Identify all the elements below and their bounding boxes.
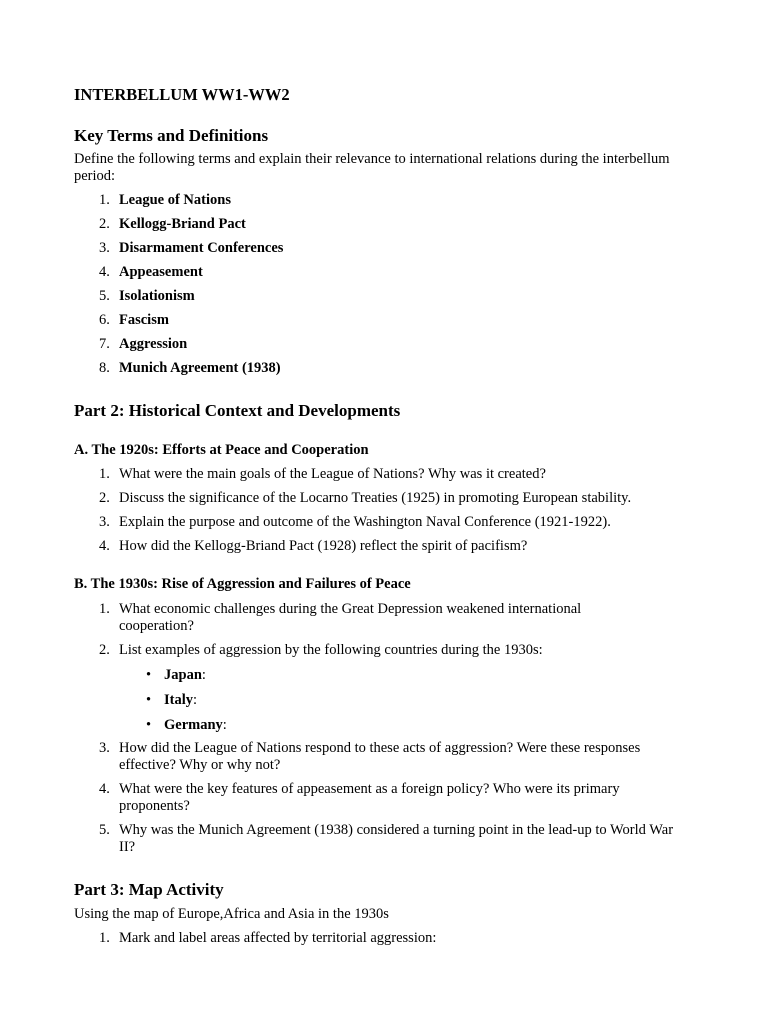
country-item: • Japan: <box>146 667 206 683</box>
list-item: 5. Isolationism <box>99 288 195 304</box>
list-item: 1. What economic challenges during the Great Depression weakened international cooperation? <box>99 601 582 634</box>
countries-list <box>74 667 714 734</box>
list-item: 6. Fascism <box>99 312 169 328</box>
list-item: 3. Explain the purpose and outcome of the Washington Naval Conference (1921-1922). <box>99 514 611 530</box>
section-heading-part-3: Part 3: Map Activity <box>74 880 224 899</box>
list-item: 2. Discuss the significance of the Locarno Treaties (1925) in promoting European stability. <box>99 490 632 506</box>
list-item: 5. Why was the Munich Agreement (1938) considered a turning point in the lead-up to World War II? <box>99 822 674 855</box>
section-heading-key-terms: Key Terms and Definitions <box>74 126 269 145</box>
list-item: 4. What were the key features of appeasement as a foreign policy? Who were its primary proponents? <box>99 781 620 814</box>
list-item: 2. List examples of aggression by the following countries during the 1930s: • Japan: • Italy: • Germany: <box>74 642 714 734</box>
list-item: 3. How did the League of Nations respond to these acts of aggression? Were these responses effective? Why or why not? <box>99 740 641 773</box>
list-item: 1. League of Nations <box>99 192 231 208</box>
country-item: • Germany: <box>146 717 227 733</box>
subheading-1920s: A. The 1920s: Efforts at Peace and Cooperation <box>74 442 369 458</box>
country-item: • Italy: <box>146 692 198 708</box>
questions-1920s-list <box>74 466 714 555</box>
document-title: INTERBELLUM WW1-WW2 <box>74 85 290 104</box>
key-terms-list <box>74 192 714 377</box>
subheading-1930s: B. The 1930s: Rise of Aggression and Failures of Peace <box>74 576 411 592</box>
list-item: 1. Mark and label areas affected by territorial aggression: <box>99 930 437 946</box>
key-terms-intro: Define the following terms and explain their relevance to international relations during the interbellum period: <box>74 151 670 184</box>
map-activity-intro: Using the map of Europe,Africa and Asia in the 1930s <box>74 906 389 922</box>
list-item: 3. Disarmament Conferences <box>99 240 284 256</box>
list-item: 2. Kellogg-Briand Pact <box>99 216 246 232</box>
section-heading-part-2: Part 2: Historical Context and Developments <box>74 401 401 420</box>
list-item: 4. How did the Kellogg-Briand Pact (1928) reflect the spirit of pacifism? <box>99 538 528 554</box>
map-activity-list <box>74 930 714 947</box>
list-item: 1. What were the main goals of the League of Nations? Why was it created? <box>99 466 546 482</box>
list-item: 8. Munich Agreement (1938) <box>99 360 281 376</box>
list-item: 4. Appeasement <box>99 264 203 280</box>
list-item: 7. Aggression <box>99 336 188 352</box>
questions-1930s-list <box>74 601 714 856</box>
